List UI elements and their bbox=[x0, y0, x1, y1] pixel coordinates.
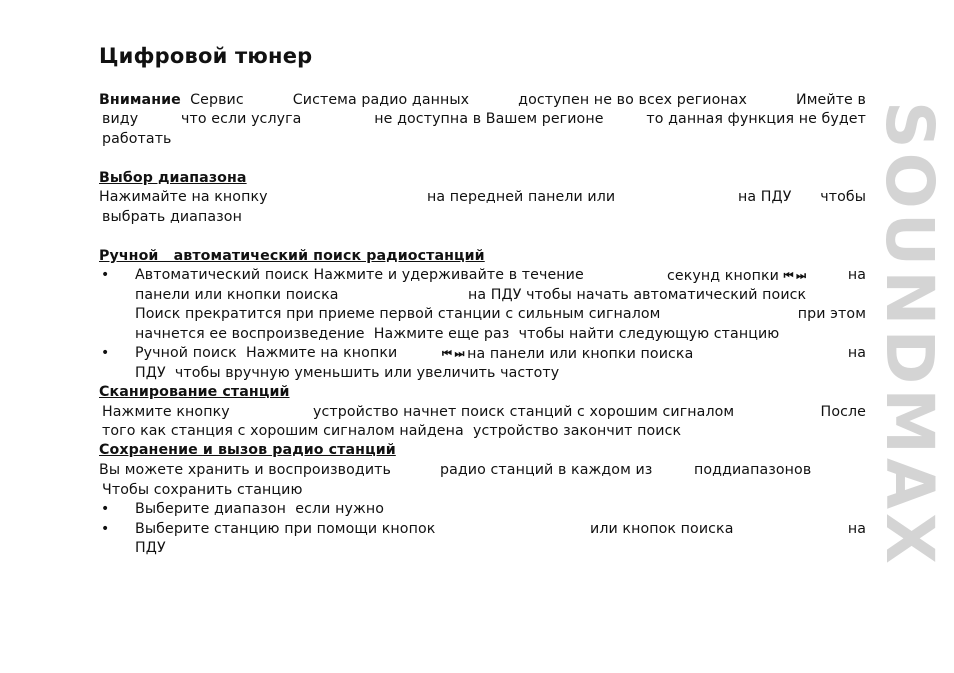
scan-line-2: того как станция с хорошим сигналом найдена устройство закончит поиск bbox=[102, 423, 682, 439]
memory-bullet-1: Выберите диапазон если нужно bbox=[135, 501, 384, 517]
manual-search-line-1: Ручной поиск Нажмите на кнопки ⏮ ⏭ на панели или кнопки поиска на bbox=[135, 345, 866, 362]
brand-logo bbox=[870, 44, 948, 624]
memory-line-1: Вы можете хранить и воспроизводить радио станций в каждом из поддиапазонов bbox=[99, 462, 812, 478]
next-track-icon: ⏭ bbox=[454, 347, 463, 360]
scan-line-1: Нажмите кнопку устройство начнет поиск станций с хорошим сигналом После bbox=[102, 404, 866, 420]
prev-track-icon: ⏮ bbox=[442, 347, 450, 360]
auto-search-line-4: начнется ее воспроизведение Нажмите еще раз чтобы найти следующую станцию bbox=[135, 326, 780, 342]
memory-line-2: Чтобы сохранить станцию bbox=[102, 482, 303, 498]
scan-heading: Сканирование станций bbox=[99, 384, 290, 400]
attention-line-1: Внимание Сервис Система радио данных доступен не во всех регионах Имейте в bbox=[99, 92, 866, 108]
prev-track-icon: ⏮ bbox=[783, 269, 792, 282]
memory-bullet-2-cont: ПДУ bbox=[135, 540, 166, 556]
next-track-icon: ⏭ bbox=[796, 269, 805, 282]
search-heading: Ручной автоматический поиск радиостанций bbox=[99, 248, 485, 264]
band-line-1: Нажимайте на кнопку на передней панели или на ПДУ чтобы bbox=[99, 189, 866, 205]
bullet-select-station: • bbox=[101, 521, 110, 537]
memory-bullet-2: Выберите станцию при помощи кнопок или кнопок поиска на bbox=[135, 521, 866, 537]
auto-search-line-2: панели или кнопки поиска на ПДУ чтобы начать автоматический поиск bbox=[135, 287, 807, 303]
manual-search-line-2: ПДУ чтобы вручную уменьшить или увеличить частоту bbox=[135, 365, 560, 381]
auto-search-line-3: Поиск прекратится при приеме первой станции с сильным сигналом при этом bbox=[135, 306, 866, 322]
attention-line-2: виду что если услуга не доступна в Вашем регионе то данная функция не будет bbox=[102, 111, 866, 127]
band-line-2: выбрать диапазон bbox=[102, 209, 242, 225]
bullet-select-band: • bbox=[101, 501, 110, 517]
brand-logo-text: SOUNDMAX bbox=[870, 100, 948, 568]
memory-heading: Сохранение и вызов радио станций bbox=[99, 442, 396, 458]
auto-search-line-1: Автоматический поиск Нажмите и удерживайте в течение секунд кнопки ⏮ ⏭ на bbox=[135, 267, 866, 284]
page-title: Цифровой тюнер bbox=[99, 44, 313, 68]
attention-line-3: работать bbox=[102, 131, 172, 147]
attention-label: Внимание bbox=[99, 92, 181, 108]
bullet-manual: • bbox=[101, 345, 110, 361]
bullet-auto: • bbox=[101, 267, 110, 283]
band-heading: Выбор диапазона bbox=[99, 170, 247, 186]
